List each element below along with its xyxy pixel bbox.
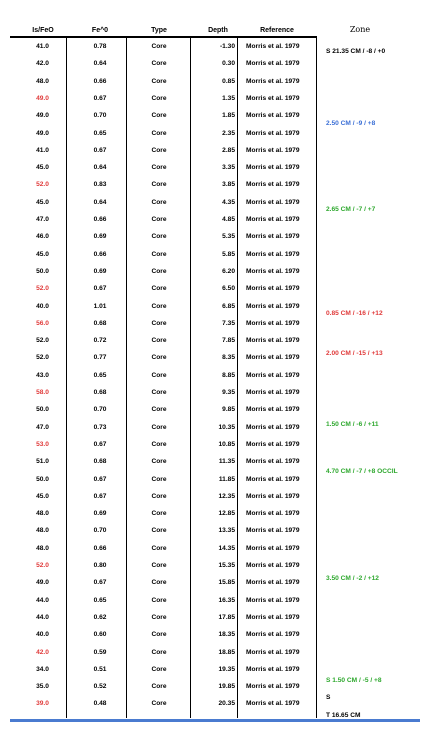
table-row (0, 211, 429, 228)
cell-fe: 0.66 (93, 216, 107, 223)
cell-depth: 18.35 (218, 631, 235, 639)
cell-ls-feo: 41.0 (36, 146, 49, 154)
table-row (0, 280, 429, 297)
cell-reference: Morris et al. 1979 (246, 562, 300, 569)
cell-reference: Morris et al. 1979 (246, 267, 300, 275)
table-row (0, 522, 429, 539)
cell-depth: 11.85 (218, 475, 235, 483)
cell-reference: Morris et al. 1979 (246, 475, 300, 483)
cell-type: Core (151, 267, 167, 275)
cell-depth: 12.85 (218, 510, 235, 518)
cell-reference: Morris et al. 1979 (246, 683, 300, 691)
cell-reference: Morris et al. 1979 (246, 700, 300, 708)
table-row (0, 488, 429, 505)
cell-type: Core (151, 665, 167, 673)
table-row (0, 557, 429, 574)
table-row (0, 125, 429, 142)
cell-depth: 11.35 (218, 458, 235, 466)
zone-label: 0.85 CM / -16 / +12 (326, 310, 383, 318)
cell-type: Core (151, 181, 167, 189)
cell-type: Core (151, 579, 167, 587)
table-row (0, 332, 429, 349)
cell-fe: 0.67 (93, 146, 107, 154)
cell-reference: Morris et al. 1979 (246, 337, 300, 345)
cell-reference: Morris et al. 1979 (246, 60, 300, 68)
zone-label: S 1.50 CM / -5 / +8 (326, 676, 382, 684)
cell-fe: 0.67 (93, 440, 107, 448)
table-row (0, 695, 429, 712)
cell-type: Core (151, 440, 167, 448)
cell-fe: 0.60 (93, 631, 107, 639)
cell-reference: Morris et al. 1979 (246, 302, 300, 310)
cell-reference: Morris et al. 1979 (246, 406, 300, 414)
cell-reference: Morris et al. 1979 (246, 389, 300, 396)
table-row (0, 384, 429, 401)
cell-ls-feo: 35.0 (36, 683, 49, 691)
zone-label: 2.65 CM / -7 / +7 (326, 206, 376, 214)
cell-reference: Morris et al. 1979 (246, 613, 300, 621)
cell-type: Core (151, 389, 167, 396)
cell-depth: 1.35 (222, 94, 235, 102)
cell-depth: 8.35 (222, 354, 235, 362)
cell-depth: 14.35 (218, 544, 235, 552)
cell-reference: Morris et al. 1979 (246, 94, 300, 102)
cell-fe: 0.69 (93, 510, 107, 518)
table-row (0, 626, 429, 643)
cell-ls-feo: 58.0 (36, 389, 49, 396)
cell-ls-feo: 50.0 (36, 267, 49, 275)
cell-type: Core (151, 129, 167, 137)
cell-ls-feo: 49.0 (36, 112, 49, 120)
cell-reference: Morris et al. 1979 (246, 43, 300, 50)
zone-label: 2.50 CM / -9 / +8 (326, 119, 376, 127)
table-row (0, 159, 429, 176)
cell-fe: 0.62 (93, 613, 107, 621)
cell-reference: Morris et al. 1979 (246, 250, 300, 258)
cell-ls-feo: 39.0 (36, 700, 49, 708)
cell-fe: 0.83 (93, 181, 107, 189)
cell-reference: Morris et al. 1979 (246, 665, 300, 673)
cell-depth: 19.85 (218, 683, 235, 691)
cell-ls-feo: 47.0 (36, 423, 49, 431)
cell-depth: 9.35 (222, 389, 235, 396)
cell-type: Core (151, 250, 167, 258)
cell-type: Core (151, 596, 167, 604)
cell-fe: 0.69 (93, 267, 107, 275)
cell-depth: 0.30 (222, 60, 235, 68)
zone-label: 2.00 CM / -15 / +13 (326, 349, 383, 357)
table-row (0, 176, 429, 193)
cell-depth: 10.35 (218, 423, 235, 431)
cell-ls-feo: 49.0 (36, 129, 49, 137)
cell-depth: 1.85 (222, 112, 235, 120)
cell-ls-feo: 34.0 (36, 665, 49, 673)
cell-fe: 0.67 (93, 579, 107, 587)
cell-depth: 5.35 (222, 233, 235, 241)
table-row (0, 540, 429, 557)
cell-ls-feo: 44.0 (36, 596, 49, 604)
cell-type: Core (151, 562, 167, 569)
cell-fe: 0.52 (93, 683, 107, 691)
cell-depth: 7.85 (222, 337, 235, 345)
cell-ls-feo: 45.0 (36, 164, 49, 172)
cell-type: Core (151, 700, 167, 708)
zone-label: T 16.65 CM (326, 711, 361, 719)
cell-type: Core (151, 285, 167, 293)
cell-depth: 0.85 (222, 77, 235, 85)
cell-ls-feo: 52.0 (36, 337, 49, 345)
table-row (0, 315, 429, 332)
cell-reference: Morris et al. 1979 (246, 129, 300, 137)
bottom-rule (10, 719, 420, 722)
header-ls-feo: Is/FeO (32, 27, 54, 34)
cell-type: Core (151, 683, 167, 691)
cell-ls-feo: 40.0 (36, 302, 49, 310)
cell-depth: 9.85 (222, 406, 235, 414)
cell-fe: 0.78 (93, 43, 107, 50)
cell-depth: 2.85 (222, 146, 235, 154)
cell-reference: Morris et al. 1979 (246, 164, 300, 172)
cell-fe: 0.67 (93, 475, 107, 483)
cell-type: Core (151, 423, 167, 431)
cell-ls-feo: 53.0 (36, 440, 49, 448)
cell-ls-feo: 41.0 (36, 43, 49, 50)
zone-label: 1.50 CM / -6 / +11 (326, 420, 379, 428)
zone-label: 4.70 CM / -7 / +8 OCCIL (326, 467, 398, 475)
cell-reference: Morris et al. 1979 (246, 544, 300, 552)
table-row (0, 55, 429, 72)
cell-type: Core (151, 60, 167, 68)
cell-fe: 0.72 (93, 337, 107, 345)
cell-fe: 0.70 (93, 527, 107, 535)
cell-reference: Morris et al. 1979 (246, 146, 300, 154)
cell-type: Core (151, 94, 167, 102)
cell-reference: Morris et al. 1979 (246, 285, 300, 293)
cell-fe: 0.68 (93, 389, 107, 396)
cell-depth: 20.35 (218, 700, 235, 708)
cell-depth: 7.35 (222, 319, 235, 327)
cell-fe: 0.68 (93, 319, 107, 327)
cell-depth: -1.30 (219, 43, 235, 50)
cell-type: Core (151, 631, 167, 639)
cell-ls-feo: 49.0 (36, 579, 49, 587)
cell-reference: Morris et al. 1979 (246, 181, 300, 189)
cell-fe: 0.68 (93, 458, 107, 466)
cell-fe: 0.80 (93, 562, 107, 569)
table-row (0, 142, 429, 159)
cell-type: Core (151, 492, 167, 500)
cell-depth: 4.35 (222, 198, 235, 206)
cell-ls-feo: 50.0 (36, 406, 49, 414)
cell-ls-feo: 46.0 (36, 233, 49, 241)
cell-ls-feo: 43.0 (36, 371, 49, 379)
cell-ls-feo: 45.0 (36, 198, 49, 206)
cell-ls-feo: 52.0 (36, 181, 49, 189)
cell-depth: 6.85 (222, 302, 235, 310)
cell-depth: 6.20 (222, 267, 235, 275)
cell-type: Core (151, 43, 167, 50)
cell-ls-feo: 50.0 (36, 475, 49, 483)
table-row (0, 661, 429, 678)
cell-ls-feo: 51.0 (36, 458, 49, 466)
cell-depth: 10.85 (218, 440, 235, 448)
cell-fe: 1.01 (93, 302, 107, 310)
table-row (0, 609, 429, 626)
cell-reference: Morris et al. 1979 (246, 458, 300, 466)
header-zone: Zone (349, 25, 371, 34)
cell-ls-feo: 48.0 (36, 544, 49, 552)
cell-fe: 0.59 (93, 648, 107, 656)
cell-ls-feo: 49.0 (36, 94, 49, 102)
cell-fe: 0.66 (93, 250, 107, 258)
cell-fe: 0.70 (93, 112, 107, 120)
cell-type: Core (151, 510, 167, 518)
cell-type: Core (151, 319, 167, 327)
cell-ls-feo: 48.0 (36, 527, 49, 535)
cell-depth: 3.85 (222, 181, 235, 189)
cell-type: Core (151, 337, 167, 345)
cell-reference: Morris et al. 1979 (246, 198, 300, 206)
cell-fe: 0.65 (93, 371, 107, 379)
cell-depth: 13.35 (218, 527, 235, 535)
table-row (0, 505, 429, 522)
cell-type: Core (151, 544, 167, 552)
table-row (0, 228, 429, 245)
cell-ls-feo: 52.0 (36, 354, 49, 362)
cell-type: Core (151, 112, 167, 120)
cell-ls-feo: 44.0 (36, 613, 49, 621)
cell-depth: 15.85 (218, 579, 235, 587)
table-row (0, 90, 429, 107)
cell-reference: Morris et al. 1979 (246, 216, 300, 223)
cell-fe: 0.64 (93, 164, 107, 172)
cell-type: Core (151, 146, 167, 154)
zone-label: 3.50 CM / -2 / +12 (326, 574, 379, 582)
cell-ls-feo: 48.0 (36, 510, 49, 518)
cell-type: Core (151, 164, 167, 172)
cell-reference: Morris et al. 1979 (246, 233, 300, 241)
cell-type: Core (151, 648, 167, 656)
cell-reference: Morris et al. 1979 (246, 112, 300, 120)
cell-reference: Morris et al. 1979 (246, 492, 300, 500)
cell-ls-feo: 48.0 (36, 77, 49, 85)
cell-fe: 0.69 (93, 233, 107, 241)
cell-depth: 6.50 (222, 285, 235, 293)
cell-ls-feo: 56.0 (36, 319, 49, 327)
cell-depth: 19.35 (218, 665, 235, 673)
cell-depth: 5.85 (222, 250, 235, 258)
cell-depth: 17.85 (218, 613, 235, 621)
cell-ls-feo: 45.0 (36, 492, 49, 500)
table-row (0, 401, 429, 418)
cell-type: Core (151, 458, 167, 466)
cell-type: Core (151, 527, 167, 535)
cell-fe: 0.64 (93, 60, 107, 68)
table-row (0, 644, 429, 661)
cell-type: Core (151, 77, 167, 85)
cell-reference: Morris et al. 1979 (246, 527, 300, 535)
cell-reference: Morris et al. 1979 (246, 510, 300, 518)
cell-depth: 15.35 (218, 562, 235, 569)
cell-reference: Morris et al. 1979 (246, 354, 300, 362)
table-row (0, 246, 429, 263)
cell-reference: Morris et al. 1979 (246, 596, 300, 604)
cell-fe: 0.67 (93, 285, 107, 293)
cell-ls-feo: 42.0 (36, 648, 49, 656)
cell-reference: Morris et al. 1979 (246, 631, 300, 639)
table-row (0, 263, 429, 280)
cell-depth: 3.35 (222, 164, 235, 172)
cell-ls-feo: 52.0 (36, 562, 49, 569)
table-row (0, 436, 429, 453)
cell-reference: Morris et al. 1979 (246, 579, 300, 587)
cell-fe: 0.65 (93, 129, 107, 137)
cell-fe: 0.66 (93, 77, 107, 85)
cell-type: Core (151, 302, 167, 310)
cell-reference: Morris et al. 1979 (246, 77, 300, 85)
cell-fe: 0.77 (93, 354, 107, 362)
table-row (0, 592, 429, 609)
cell-fe: 0.66 (93, 544, 107, 552)
cell-depth: 8.85 (222, 371, 235, 379)
header-reference: Reference (260, 27, 294, 34)
cell-type: Core (151, 613, 167, 621)
cell-reference: Morris et al. 1979 (246, 440, 300, 448)
table-row (0, 367, 429, 384)
cell-depth: 12.35 (218, 492, 235, 500)
cell-fe: 0.64 (93, 198, 107, 206)
cell-type: Core (151, 475, 167, 483)
cell-ls-feo: 52.0 (36, 285, 49, 293)
cell-fe: 0.65 (93, 596, 107, 604)
cell-depth: 18.85 (218, 648, 235, 656)
cell-fe: 0.67 (93, 94, 107, 102)
table-row (0, 73, 429, 90)
header-type: Type (151, 27, 167, 34)
cell-reference: Morris et al. 1979 (246, 423, 300, 431)
cell-type: Core (151, 354, 167, 362)
cell-reference: Morris et al. 1979 (246, 648, 300, 656)
cell-fe: 0.48 (93, 700, 107, 708)
cell-fe: 0.73 (93, 423, 107, 431)
cell-depth: 4.85 (222, 216, 235, 223)
cell-fe: 0.70 (93, 406, 107, 414)
cell-ls-feo: 45.0 (36, 250, 49, 258)
cell-depth: 2.35 (222, 129, 235, 137)
cell-type: Core (151, 371, 167, 379)
cell-type: Core (151, 406, 167, 414)
cell-ls-feo: 47.0 (36, 216, 49, 223)
cell-depth: 16.35 (218, 596, 235, 604)
cell-ls-feo: 40.0 (36, 631, 49, 639)
cell-type: Core (151, 198, 167, 206)
zone-label: S 21.35 CM / -8 / +0 (326, 48, 386, 56)
cell-type: Core (151, 233, 167, 241)
cell-fe: 0.67 (93, 492, 107, 500)
header-fe: Fe^0 (91, 27, 109, 34)
cell-reference: Morris et al. 1979 (246, 319, 300, 327)
zone-label: S (326, 694, 331, 702)
header-depth: Depth (208, 27, 228, 34)
cell-type: Core (151, 216, 167, 223)
cell-fe: 0.51 (93, 665, 107, 673)
cell-reference: Morris et al. 1979 (246, 371, 300, 379)
cell-ls-feo: 42.0 (36, 60, 49, 68)
